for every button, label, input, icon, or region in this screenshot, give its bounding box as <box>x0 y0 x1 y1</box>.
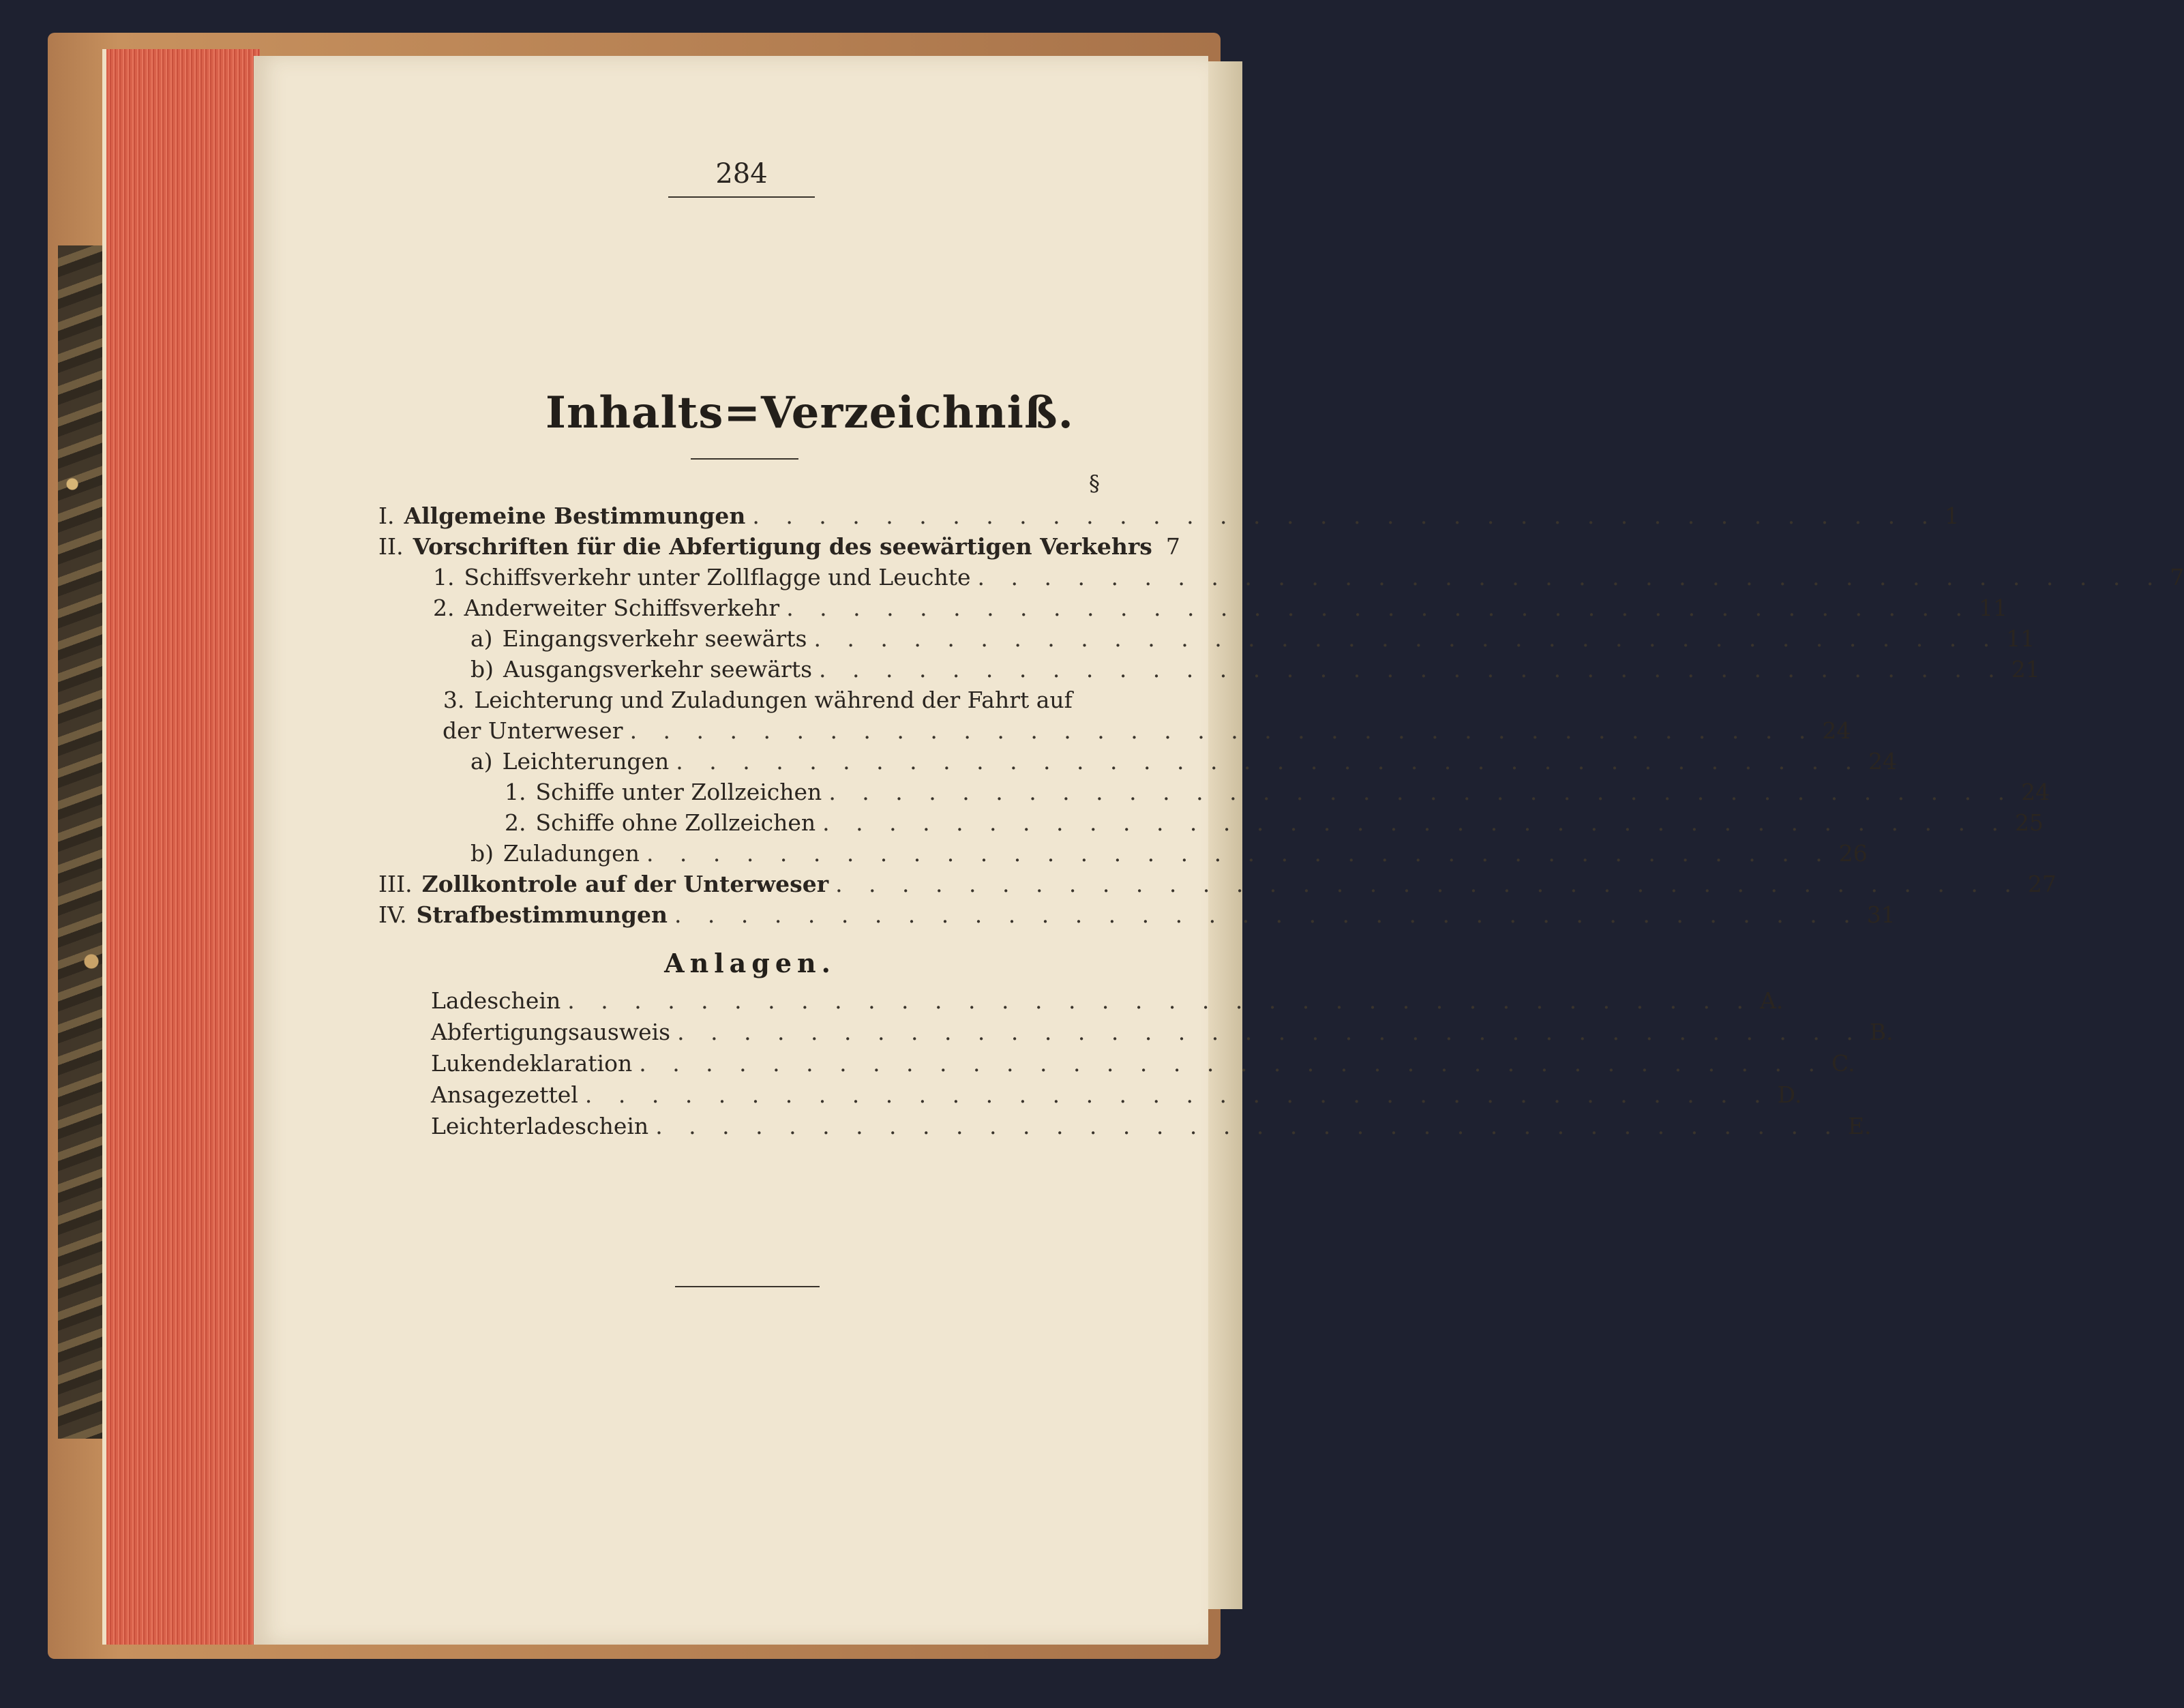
leader-dots: . . . . . . . . . . . . . . . . . . . . . . . . . . . . . . . . . . . . <box>584 1081 1771 1108</box>
anlagen-heading: Anlagen. <box>664 948 836 978</box>
toc-entry <box>433 564 2184 594</box>
entry-label: Zollkontrole auf der Unterweser <box>421 871 829 897</box>
entry-number: 1. <box>433 564 455 590</box>
entry-label: Abfertigungsausweis <box>431 1019 671 1045</box>
toc-entry <box>505 809 2044 839</box>
toc-entry <box>378 871 2056 901</box>
entry-label: Ansagezettel <box>431 1081 578 1108</box>
entry-number: 3. <box>443 687 465 713</box>
toc-entry <box>433 717 1851 747</box>
toc-entry <box>470 656 2040 686</box>
toc-entry <box>505 779 2050 809</box>
entry-number: a) <box>470 625 493 652</box>
toc-entry <box>470 625 2035 655</box>
entry-number: b) <box>470 656 494 683</box>
toc-entry <box>378 503 1960 533</box>
leader-dots: . . . . . . . . . . . . . . . . . . . . . . . . . . . . . . . . . . . . <box>629 717 1816 744</box>
entry-label: Lukendeklaration <box>431 1050 633 1077</box>
toc-entry <box>378 533 1180 563</box>
entry-reference: B. <box>1869 1019 1894 1045</box>
entry-number: 1. <box>505 779 526 805</box>
entry-number: IV. <box>378 901 407 928</box>
entry-label: Schiffsverkehr unter Zollflagge und Leuchte <box>464 564 971 590</box>
entry-reference: 31 <box>1866 901 1896 928</box>
anlage-entry <box>431 1019 1894 1049</box>
entry-label: Leichterungen <box>502 748 670 775</box>
entry-reference: 24 <box>1868 748 1898 775</box>
entry-number: a) <box>470 748 493 775</box>
title-rule <box>691 458 798 460</box>
entry-reference: 25 <box>2014 809 2044 836</box>
anlage-entry <box>431 1113 1872 1143</box>
page-edges <box>102 49 260 1645</box>
section-mark: § <box>1089 470 1100 496</box>
entry-reference: 1 <box>1945 503 1960 529</box>
entry-label: Vorschriften für die Abfertigung des seewärtigen Verkehrs <box>413 533 1152 560</box>
entry-number: b) <box>470 840 494 867</box>
page-title: Inhalts=Verzeichniß. <box>545 387 1074 438</box>
entry-label: Eingangsverkehr seewärts <box>502 625 807 652</box>
leader-dots: . . . . . . . . . . . . . . . . . . . . . . . . . . . . . . . . . . . . <box>835 871 2021 897</box>
entry-label: Anderweiter Schiffsverkehr <box>464 595 780 621</box>
entry-reference: 21 <box>2011 656 2040 683</box>
entry-reference: A. <box>1760 987 1784 1014</box>
entry-number: I. <box>378 503 395 529</box>
toc-entry <box>470 840 1868 870</box>
anlage-entry <box>431 1081 1802 1111</box>
leader-dots: . . . . . . . . . . . . . . . . . . . . . . . . . . . . . . . . . . . . <box>646 840 1832 867</box>
leader-dots: . . . . . . . . . . . . . . . . . . . . . . . . . . . . . . . . . . . . <box>677 1019 1863 1045</box>
leader-dots: . . . . . . . . . . . . . . . . . . . . . . . . . . . . . . . . . . . . <box>639 1050 1825 1077</box>
leader-dots: . . . . . . . . . . . . . . . . . . . . . . . . . . . . . . . . . . . . <box>676 748 1862 775</box>
entry-reference: 7 <box>2170 564 2184 590</box>
entry-label: Leichterladeschein <box>431 1113 649 1139</box>
leader-dots: . . . . . . . . . . . . . . . . . . . . . . . . . . . . . . . . . . . . <box>819 656 2005 683</box>
toc-entry <box>433 595 2007 625</box>
leader-dots: . . . . . . . . . . . . . . . . . . . . . . . . . . . . . . . . . . . . <box>813 625 2000 652</box>
entry-label: Strafbestimmungen <box>416 901 668 928</box>
entry-reference: D. <box>1777 1081 1802 1108</box>
entry-number: II. <box>378 533 404 560</box>
leader-dots: . . . . . . . . . . . . . . . . . . . . . . . . . . . . . . . . . . . . <box>828 779 2015 805</box>
page-number: 284 <box>715 158 768 190</box>
leader-dots: . . . . . . . . . . . . . . . . . . . . . . . . . . . . . . . . . . . . <box>567 987 1754 1014</box>
toc-entry <box>433 687 1111 717</box>
entry-label: Zuladungen <box>503 840 640 867</box>
entry-label: Leichterung und Zuladungen während der Fahrt auf <box>474 687 1073 713</box>
entry-reference: 26 <box>1838 840 1868 867</box>
entry-label: Ladeschein <box>431 987 561 1014</box>
entry-label: Schiffe ohne Zollzeichen <box>535 809 816 836</box>
entry-reference: C. <box>1831 1050 1855 1077</box>
entry-number: III. <box>378 871 413 897</box>
bottom-rule <box>675 1286 820 1287</box>
entry-reference: 11 <box>1978 595 2007 621</box>
entry-label: der Unterweser <box>443 717 623 744</box>
page-number-rule <box>668 196 815 198</box>
anlage-entry <box>431 1050 1855 1080</box>
leader-dots: . . . . . . . . . . . . . . . . . . . . . . . . . . . . . . . . . . . . <box>786 595 1972 621</box>
entry-number: 2. <box>433 595 455 621</box>
entry-reference: 24 <box>1822 717 1851 744</box>
leader-dots: . . . . . . . . . . . . . . . . . . . . . . . . . . . . . . . . . . . . <box>674 901 1860 928</box>
anlage-entry <box>431 987 1784 1017</box>
leader-dots: . . . . . . . . . . . . . . . . . . . . . . . . . . . . . . . . . . . . <box>822 809 2008 836</box>
entry-reference: E. <box>1847 1113 1872 1139</box>
entry-label: Allgemeine Bestimmungen <box>404 503 746 529</box>
entry-label: Schiffe unter Zollzeichen <box>535 779 822 805</box>
entry-label: Ausgangsverkehr seewärts <box>503 656 813 683</box>
entry-reference: 11 <box>2006 625 2035 652</box>
entry-reference: 7 <box>1165 533 1180 560</box>
entry-reference: 24 <box>2021 779 2050 805</box>
toc-entry <box>470 748 1898 778</box>
leader-dots: . . . . . . . . . . . . . . . . . . . . . . . . . . . . . . . . . . . . <box>752 503 1939 529</box>
toc-entry <box>378 901 1896 931</box>
leader-dots: . . . . . . . . . . . . . . . . . . . . . . . . . . . . . . . . . . . . <box>977 564 2164 590</box>
entry-reference: 27 <box>2027 871 2056 897</box>
marbled-spine <box>58 245 106 1439</box>
entry-number: 2. <box>505 809 526 836</box>
leader-dots: . . . . . . . . . . . . . . . . . . . . . . . . . . . . . . . . . . . . <box>655 1113 1841 1139</box>
